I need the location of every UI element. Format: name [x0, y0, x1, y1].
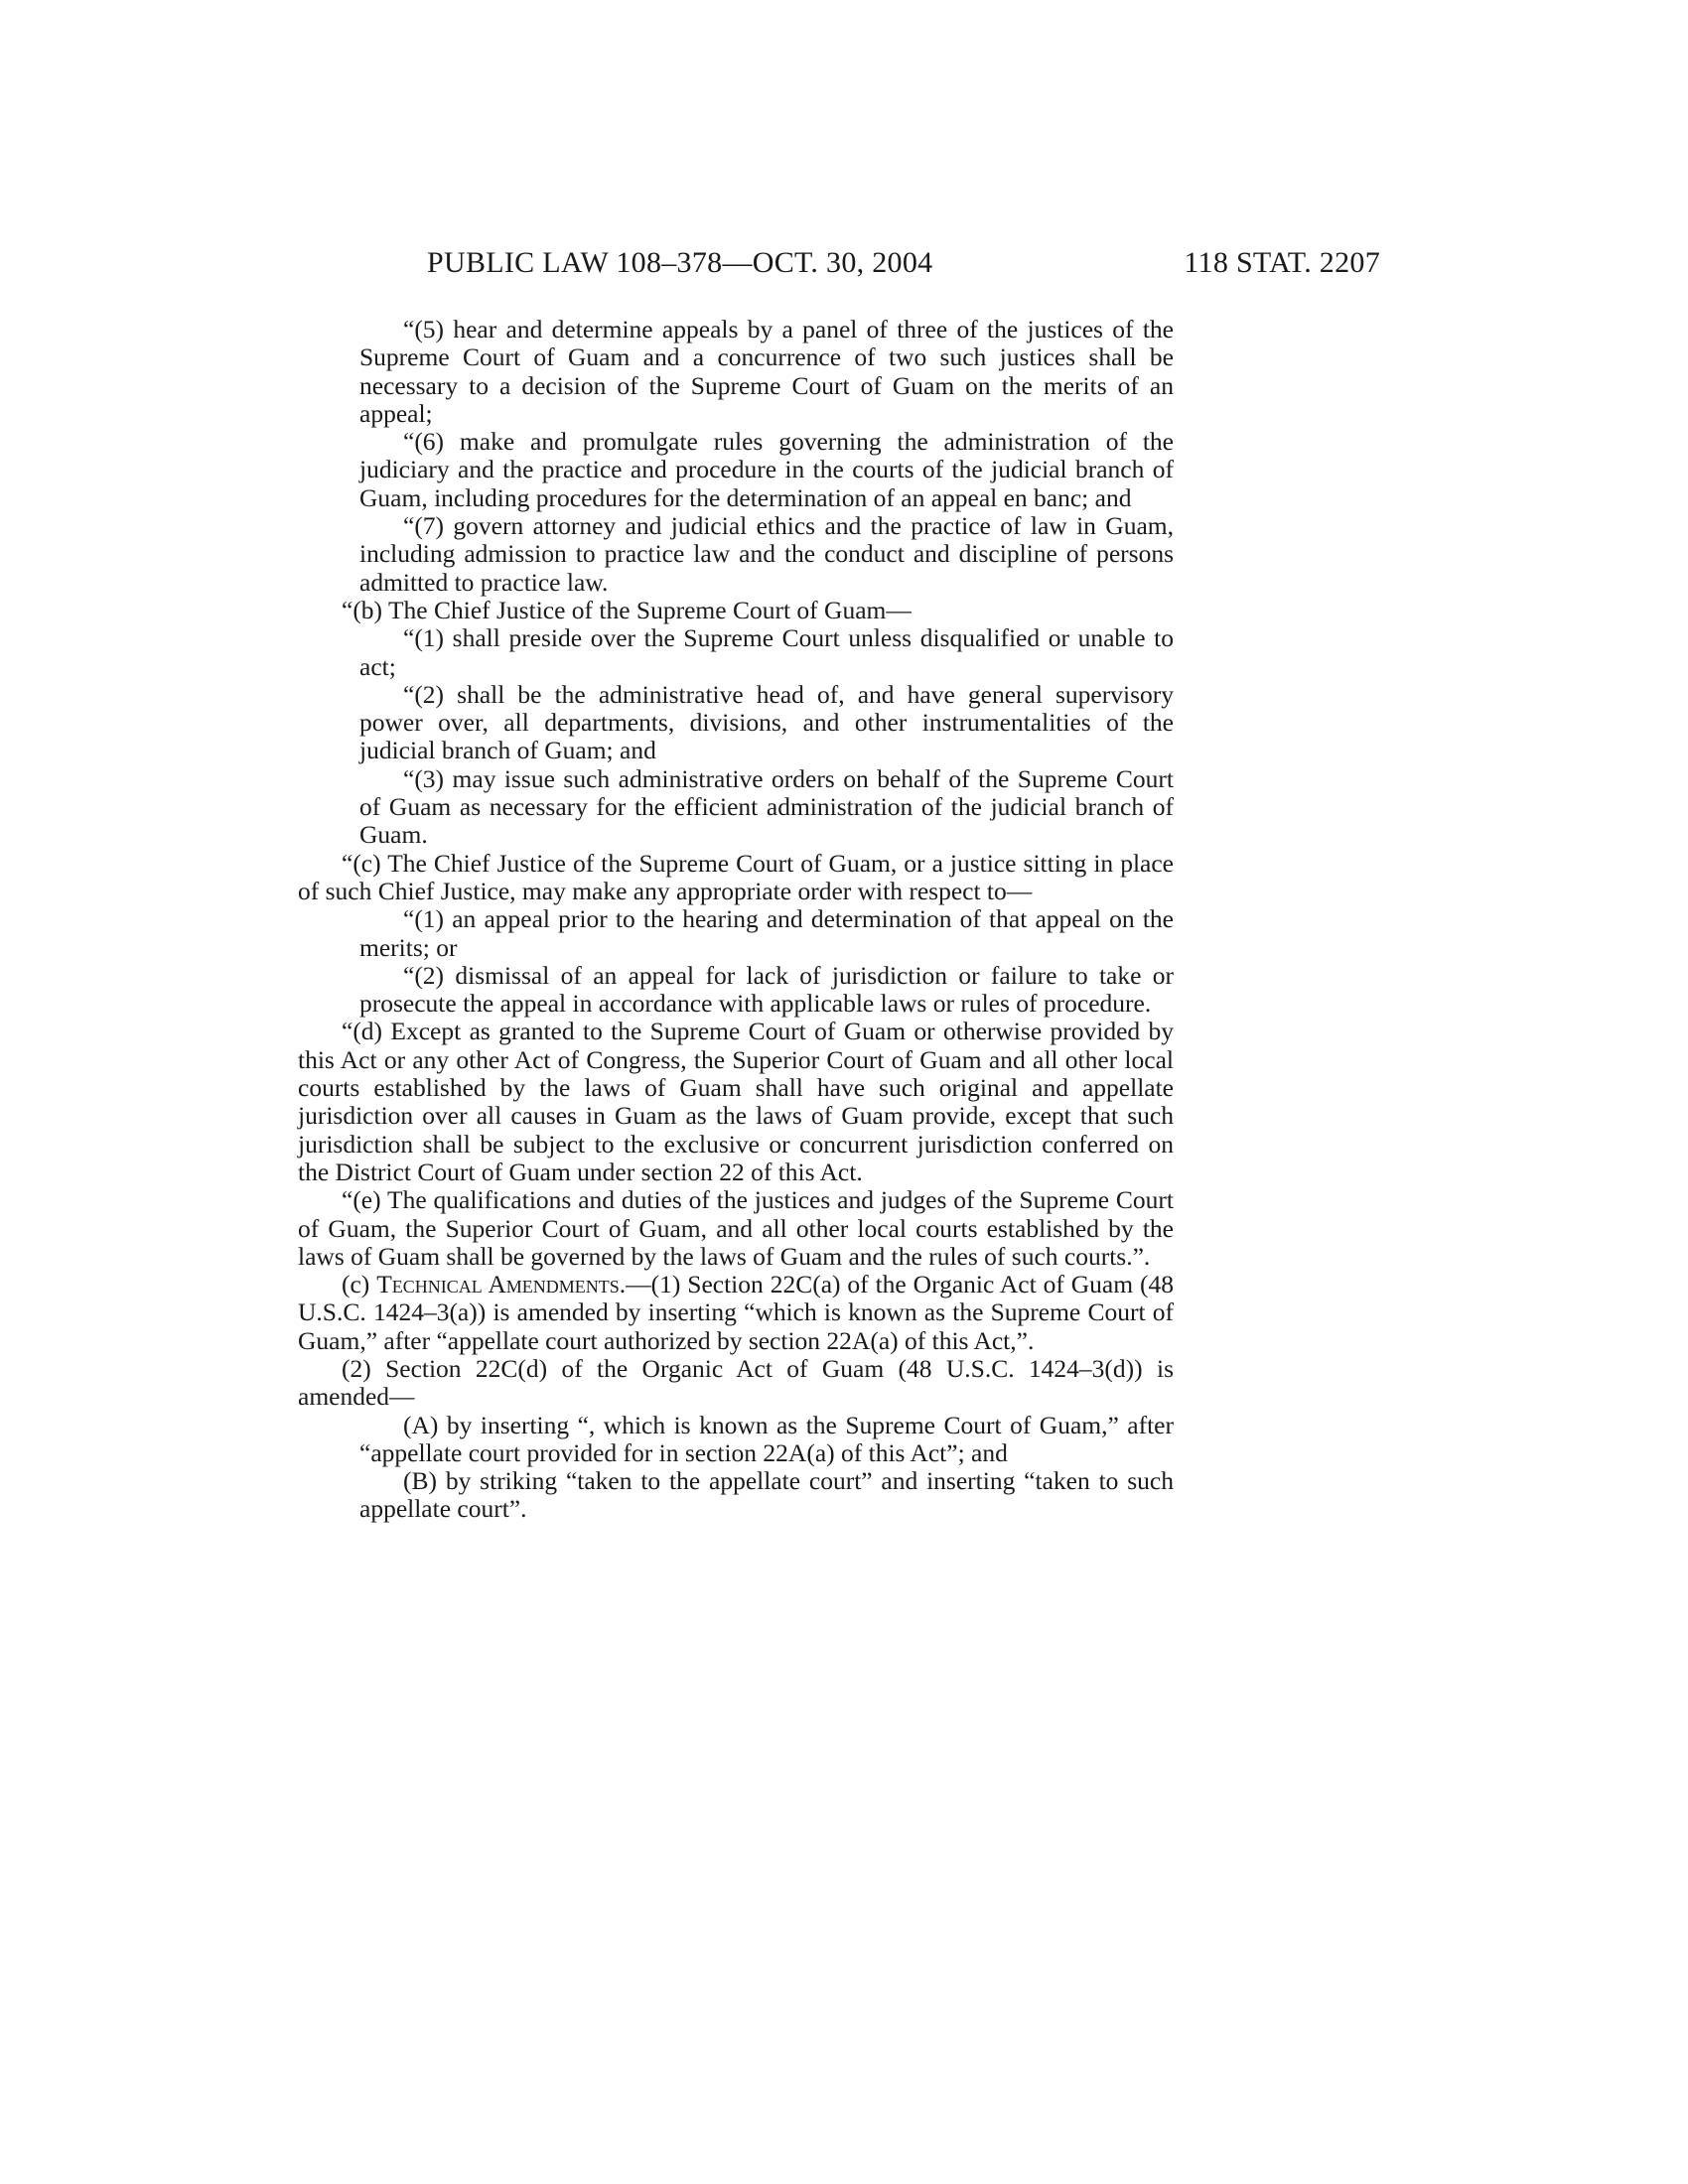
technical-amendments-text: .—(1) Section 22C(a) of the Organic Act of Guam (48 U.S.C. 1424–3(a)) is amended by inserting “which is known as the Supreme Court of Guam,” after “appellate court authorized by section 22A(a) of this Act,”.	[298, 1270, 1174, 1355]
technical-amendments-prefix: (c)	[342, 1270, 377, 1299]
paragraph-c2: “(2) dismissal of an appeal for lack of jurisdiction or failure to take or prosecute the appeal in accordance with applicable laws or rules of procedure.	[359, 960, 1174, 1019]
paragraph-e: “(e) The qualifications and duties of the justices and judges of the Supreme Court of Guam, the Superior Court of Guam, and all other local courts established by the laws of Guam shall be governed by the laws of Guam and the rules of such courts.”.	[298, 1185, 1174, 1271]
paragraph-tB: (B) by striking “taken to the appellate court” and inserting “taken to such appellate court”.	[359, 1466, 1174, 1524]
paragraph-b3: “(3) may issue such administrative orders on behalf of the Supreme Court of Guam as necessary for the efficient administration of the judicial branch of Guam.	[359, 763, 1174, 850]
paragraph-d: “(d) Except as granted to the Supreme Court of Guam or otherwise provided by this Act or any other Act of Congress, the Superior Court of Guam and all other local courts established by the laws of Guam shall have such original and appellate jurisdiction over all causes in Guam as the laws of Guam provide, except that such jurisdiction shall be subject to the exclusive or concurrent jurisdiction conferred on the District Court of Guam under section 22 of this Act.	[298, 1017, 1174, 1186]
technical-amendments-heading: Technical Amendments	[376, 1270, 620, 1299]
paragraph-tA: (A) by inserting “, which is known as the Supreme Court of Guam,” after “appellate court provided for in section 22A(a) of this Act”; and	[359, 1410, 1174, 1467]
paragraph-a6: “(6) make and promulgate rules governing the administration of the judiciary and the practice and procedure in the courts of the judicial branch of Guam, including procedures for the determination of an appeal en banc; and	[359, 427, 1174, 512]
running-head: PUBLIC LAW 108–378—OCT. 30, 2004	[427, 246, 933, 279]
statute-citation: 118 STAT. 2207	[1184, 246, 1380, 279]
paragraph-b1: “(1) shall preside over the Supreme Court unless disqualified or unable to act;	[359, 623, 1174, 681]
page-header	[427, 246, 1380, 286]
paragraph-a5: “(5) hear and determine appeals by a panel of three of the justices of the Supreme Court of Guam and a concurrence of two such justices shall be necessary to a decision of the Supreme Court of Guam on the merits of an appeal;	[359, 315, 1174, 428]
paragraph-c: “(c) The Chief Justice of the Supreme Court of Guam, or a justice sitting in place of such Chief Justice, may make any appropriate order with respect to—	[298, 848, 1174, 905]
paragraph-b2: “(2) shall be the administrative head of, and have general supervisory power over, all departments, divisions, and other instrumentalities of the judicial branch of Guam; and	[359, 679, 1174, 765]
paragraph-b: “(b) The Chief Justice of the Supreme Court of Guam—	[342, 595, 912, 624]
paragraph-t2: (2) Section 22C(d) of the Organic Act of Guam (48 U.S.C. 1424–3(d)) is amended—	[298, 1353, 1174, 1412]
paragraph-a7: “(7) govern attorney and judicial ethics and the practice of law in Guam, including admission to practice law and the conduct and discipline of persons admitted to practice law.	[359, 511, 1174, 597]
technical-amendments-paragraph	[298, 1271, 1174, 1355]
paragraph-c1: “(1) an appeal prior to the hearing and determination of that appeal on the merits; or	[359, 904, 1174, 962]
document-body	[298, 316, 1174, 1524]
